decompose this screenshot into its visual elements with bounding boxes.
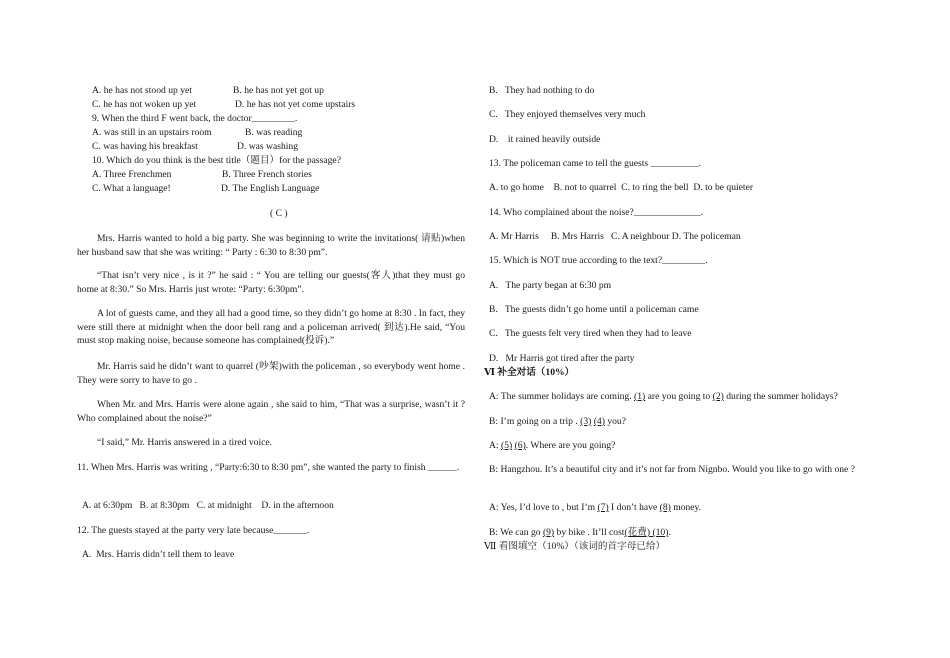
passage-paragraph-2: “That isn’t very nice , is it ?” he said : “ You are telling our guests(客人)that they must go home at 8:30.” So Mrs. Harris just wrote: “Party: 6:30pm”. <box>77 270 465 295</box>
q14-options: A. Mr Harris B. Mrs Harris C. A neighbour D. The policeman <box>489 231 741 242</box>
q15-option-c: C. The guests felt very tired when they had to leave <box>489 328 692 339</box>
question-11: 11. When Mrs. Harris was writing , “Party:6:30 to 8:30 pm”, she wanted the party to finish ______. <box>77 462 460 473</box>
dialogue-line-3: A: (5) (6). Where are you going? <box>489 440 616 451</box>
section-c-heading: ( C ) <box>270 208 288 219</box>
dialogue-line-1: A: The summer holidays are coming. (1) are you going to (2) during the summer holidays? <box>489 391 838 402</box>
blank-1: (1) <box>634 391 646 402</box>
q10-option-c: C. What a language! <box>92 183 171 194</box>
q8-option-a: A. he has not stood up yet <box>92 85 192 96</box>
q9-option-d: D. was washing <box>237 141 299 152</box>
passage-paragraph-5: When Mr. and Mrs. Harris were alone again , she said to him, “That was a surprise, wasn’t it ? Who complained about the noise?” <box>77 399 465 424</box>
passage-paragraph-4: Mr. Harris said he didn’t want to quarrel (吵架)with the policeman , so everybody went home . They were sorry to have to go . <box>77 361 465 386</box>
question-10: 10. Which do you think is the best title（题目）for the passage? <box>92 155 341 166</box>
q9-option-a: A. was still in an upstairs room <box>92 127 212 138</box>
q15-option-a: A. The party began at 6:30 pm <box>489 280 612 291</box>
q15-option-b: B. The guests didn’t go home until a policeman came <box>489 304 699 315</box>
q12-option-a: A. Mrs. Harris didn’t tell them to leave <box>82 549 235 560</box>
q9-option-b: B. was reading <box>245 127 303 138</box>
section-7-heading: Ⅶ 看图填空（10%）（该词的首字母已给） <box>484 541 666 552</box>
q12-option-c: C. They enjoyed themselves very much <box>489 109 646 120</box>
dialogue-line-5: A: Yes, I’d love to , but I’m (7) I don’t have (8) money. <box>489 502 702 513</box>
section-6-heading: Ⅵ 补全对话（10%） <box>484 367 575 378</box>
question-14: 14. Who complained about the noise?______________. <box>489 207 704 218</box>
q15-option-d: D. Mr Harris got tired after the party <box>489 353 635 364</box>
q8-option-c: C. he has not woken up yet <box>92 99 197 110</box>
q10-option-a: A. Three Frenchmen <box>92 169 172 180</box>
q10-option-b: B. Three French stories <box>222 169 312 180</box>
blank-6: (6) <box>514 440 526 451</box>
q8-option-d: D. he has not yet come upstairs <box>235 99 356 110</box>
q10-option-d: D. The English Language <box>221 183 320 194</box>
q11-options: A. at 6:30pm B. at 8:30pm C. at midnight D. in the afternoon <box>82 500 334 511</box>
blank-4: (4) <box>593 416 605 427</box>
dialogue-line-6: B: We can go (9) by bike . It’ll cost(花费) (10). <box>489 527 671 538</box>
blank-3: (3) <box>580 416 592 427</box>
blank-9: (9) <box>542 527 555 538</box>
q9-option-c: C. was having his breakfast <box>92 141 198 152</box>
passage-paragraph-1: Mrs. Harris wanted to hold a big party. She was beginning to write the invitations( 请贴)when her husband saw that she was writing: “ Party : 6:30 to 8:30 pm”. <box>77 233 465 258</box>
dialogue-line-4: B: Hangzhou. It’s a beautiful city and it’s not far from Nignbo. Would you like to go with one ? <box>489 464 855 475</box>
q12-option-d: D. it rained heavily outside <box>489 134 601 145</box>
passage-paragraph-3: A lot of guests came, and they all had a good time, so they didn’t go home at 8:30 . In fact, they were still there at midnight when the door bell rang and a policeman arrived( 到达).He said, “You must stop making noise, because someone has complained(投诉).” <box>77 308 465 347</box>
blank-8: (8) <box>659 502 671 513</box>
question-15: 15. Which is NOT true according to the text?_________. <box>489 255 708 266</box>
question-9: 9. When the third F went back, the doctor_________. <box>92 113 298 124</box>
q8-option-b: B. he has not yet got up <box>233 85 324 96</box>
passage-paragraph-6: “I said,” Mr. Harris answered in a tired voice. <box>97 437 273 448</box>
blank-10: (花费) (10) <box>624 527 669 538</box>
dialogue-line-2: B: I’m going on a trip . (3) (4) you? <box>489 416 626 427</box>
blank-2: (2) <box>712 391 724 402</box>
question-12: 12. The guests stayed at the party very late because_______. <box>77 525 310 536</box>
q13-options: A. to go home B. not to quarrel C. to ring the bell D. to be quieter <box>489 182 754 193</box>
blank-7: (7) <box>597 502 609 513</box>
question-13: 13. The policeman came to tell the guests __________. <box>489 158 701 169</box>
blank-5: (5) <box>501 440 513 451</box>
q12-option-b: B. They had nothing to do <box>489 85 595 96</box>
